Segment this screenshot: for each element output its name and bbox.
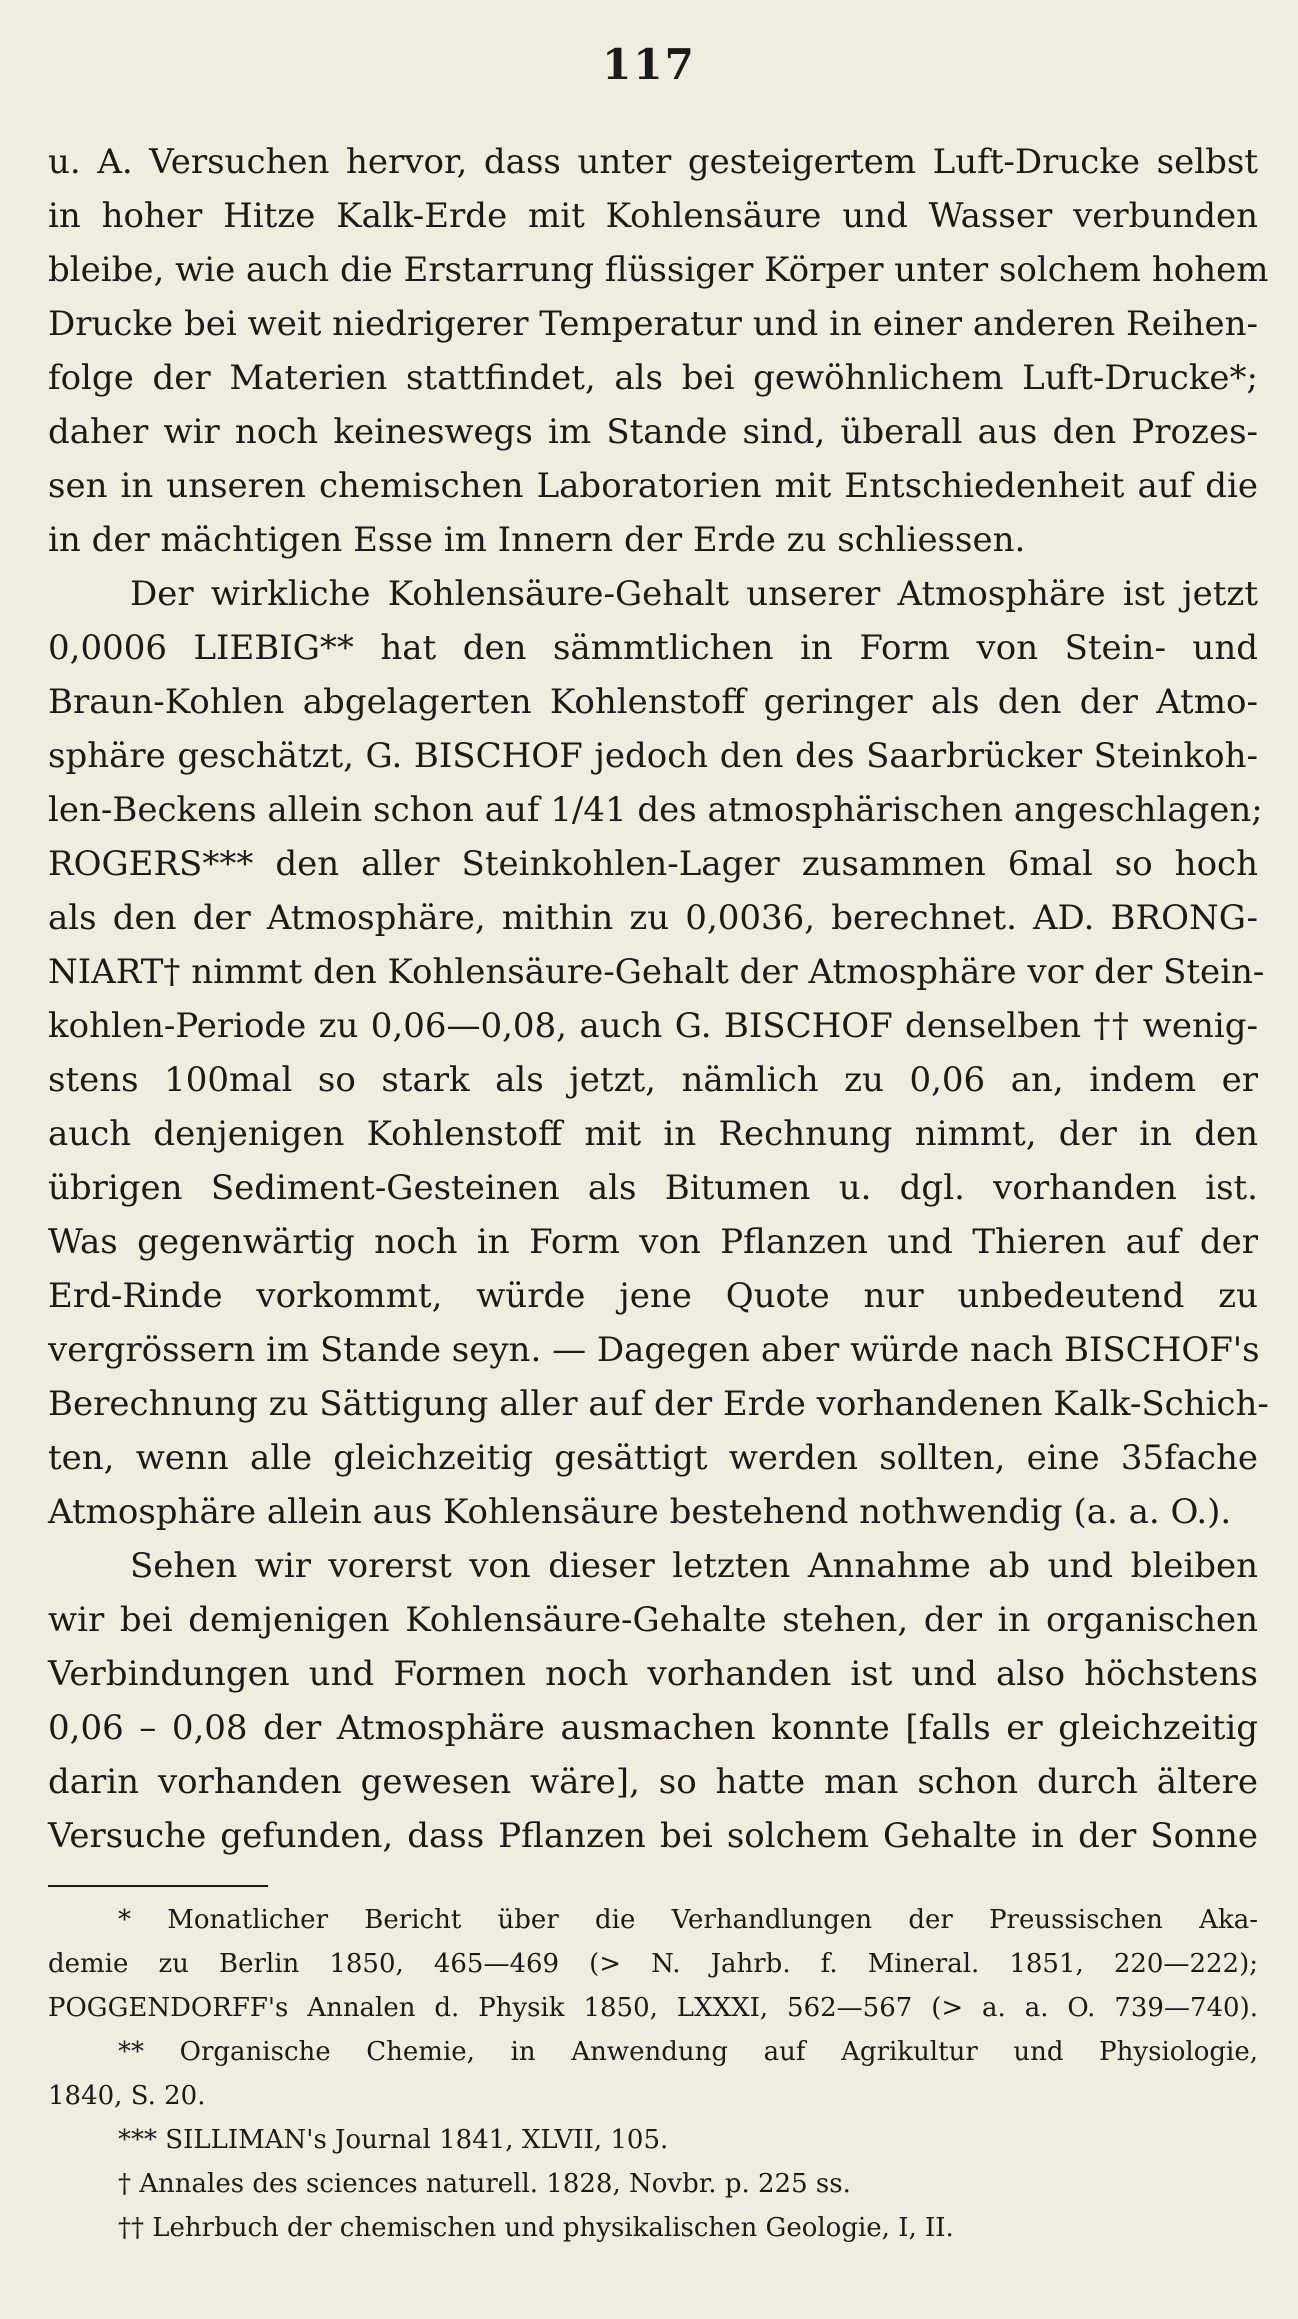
footnote-line: ** Organische Chemie, in Anwendung auf Agrikultur und Physiologie, [118, 2037, 1258, 2067]
text-line: NIART† nimmt den Kohlensäure-Gehalt der Atmosphäre vor der Stein- [48, 952, 1265, 992]
footnote-line: 1840, S. 20. [48, 2081, 206, 2111]
text-line: in der mächtigen Esse im Innern der Erde zu schliessen. [48, 520, 1026, 560]
text-line: u. A. Versuchen hervor, dass unter gesteigertem Luft-Drucke selbst [48, 142, 1258, 182]
footnote-line: demie zu Berlin 1850, 465—469 (> N. Jahrb. f. Mineral. 1851, 220—222); [48, 1949, 1258, 1979]
text-line: 0,06 – 0,08 der Atmosphäre ausmachen konnte [falls er gleichzeitig [48, 1708, 1258, 1748]
text-line: vergrössern im Stande seyn. — Dagegen aber würde nach BISCHOF's [48, 1330, 1260, 1370]
text-line: auch denjenigen Kohlenstoff mit in Rechnung nimmt, der in den [48, 1114, 1258, 1154]
text-line: Versuche gefunden, dass Pflanzen bei solchem Gehalte in der Sonne [48, 1816, 1258, 1856]
text-line: wir bei demjenigen Kohlensäure-Gehalte stehen, der in organischen [48, 1600, 1258, 1640]
body-text [48, 135, 1269, 1863]
text-line: Der wirkliche Kohlensäure-Gehalt unserer Atmosphäre ist jetzt [130, 574, 1258, 614]
footnote-line: †† Lehrbuch der chemischen und physikalischen Geologie, I, II. [118, 2213, 954, 2243]
text-line: sphäre geschätzt, G. BISCHOF jedoch den des Saarbrücker Steinkoh- [48, 736, 1258, 776]
footnote-line: * Monatlicher Bericht über die Verhandlungen der Preussischen Aka- [118, 1905, 1258, 1935]
text-line: daher wir noch keineswegs im Stande sind, überall aus den Prozes- [48, 412, 1258, 452]
text-line: sen in unseren chemischen Laboratorien mit Entschiedenheit auf die [48, 466, 1258, 506]
text-line: Sehen wir vorerst von dieser letzten Annahme ab und bleiben [130, 1546, 1258, 1586]
text-line: folge der Materien stattfindet, als bei gewöhnlichem Luft-Drucke*; [48, 358, 1258, 398]
text-line: Was gegenwärtig noch in Form von Pflanzen und Thieren auf der [48, 1222, 1258, 1262]
text-line: Braun-Kohlen abgelagerten Kohlenstoff geringer als den der Atmo- [48, 682, 1258, 722]
footnote-line: *** SILLIMAN's Journal 1841, XLVII, 105. [118, 2125, 669, 2155]
text-line: in hoher Hitze Kalk-Erde mit Kohlensäure und Wasser verbunden [48, 196, 1258, 236]
text-line: Berechnung zu Sättigung aller auf der Erde vorhandenen Kalk-Schich- [48, 1384, 1269, 1424]
page-number: 117 [602, 40, 696, 89]
text-line: ROGERS*** den aller Steinkohlen-Lager zusammen 6mal so hoch [48, 844, 1258, 884]
text-line: Erd-Rinde vorkommt, würde jene Quote nur unbedeutend zu [48, 1276, 1258, 1316]
text-line: bleibe, wie auch die Erstarrung flüssiger Körper unter solchem hohem [48, 250, 1269, 290]
text-line: 0,0006 LIEBIG** hat den sämmtlichen in Form von Stein- und [48, 628, 1258, 668]
footnote-line: † Annales des sciences naturell. 1828, Novbr. p. 225 ss. [118, 2169, 851, 2199]
text-line: übrigen Sediment-Gesteinen als Bitumen u. dgl. vorhanden ist. [48, 1168, 1258, 1208]
text-line: Drucke bei weit niedrigerer Temperatur und in einer anderen Reihen- [48, 304, 1258, 344]
text-line: als den der Atmosphäre, mithin zu 0,0036, berechnet. AD. BRONG- [48, 898, 1258, 938]
text-line: ten, wenn alle gleichzeitig gesättigt werden sollten, eine 35fache [48, 1438, 1258, 1478]
text-line: Verbindungen und Formen noch vorhanden ist und also höchstens [48, 1654, 1258, 1694]
text-line: len-Beckens allein schon auf 1/41 des atmosphärischen angeschlagen; [48, 790, 1263, 830]
text-line: Atmosphäre allein aus Kohlensäure bestehend nothwendig (a. a. O.). [48, 1492, 1232, 1532]
footnotes [48, 1898, 1258, 2250]
text-line: darin vorhanden gewesen wäre], so hatte man schon durch ältere [48, 1762, 1258, 1802]
footnote-divider [48, 1885, 268, 1887]
text-line: stens 100mal so stark als jetzt, nämlich zu 0,06 an, indem er [48, 1060, 1258, 1100]
footnote-line: POGGENDORFF's Annalen d. Physik 1850, LXXXI, 562—567 (> a. a. O. 739—740). [48, 1993, 1258, 2023]
text-line: kohlen-Periode zu 0,06—0,08, auch G. BISCHOF denselben †† wenig- [48, 1006, 1258, 1046]
